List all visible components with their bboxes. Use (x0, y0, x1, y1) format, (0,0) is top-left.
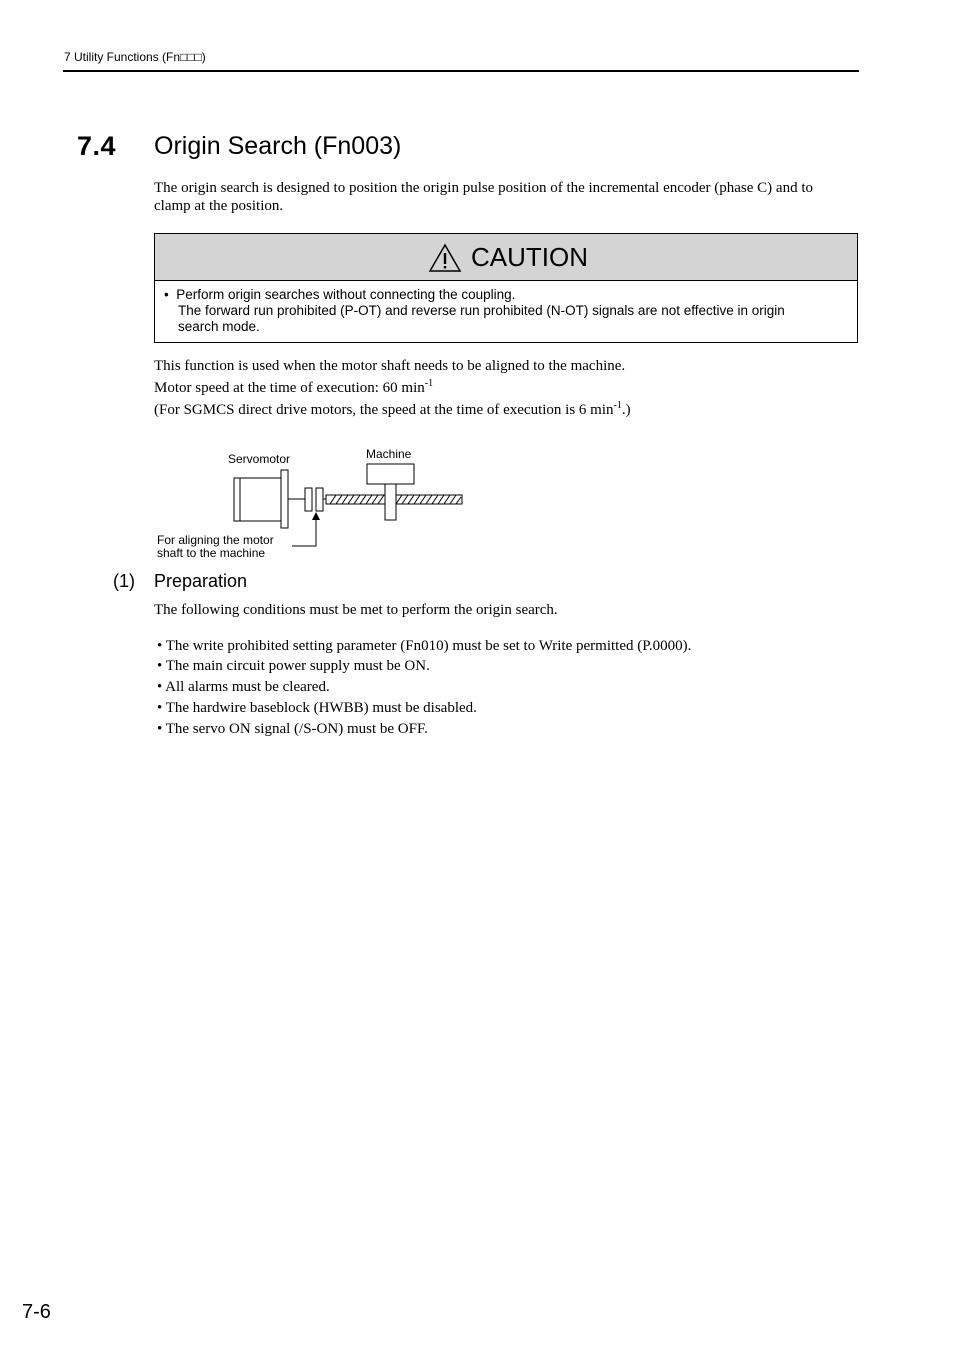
align-label-line-2: shaft to the machine (157, 546, 266, 560)
sgmcs-speed-text: (For SGMCS direct drive motors, the speed at the time of execution is 6 min (154, 402, 614, 418)
header-rule (63, 70, 859, 72)
section-number: 7.4 (77, 131, 117, 161)
intro-line-2: clamp at the position. (154, 198, 284, 214)
sgmcs-speed-exponent: -1 (613, 400, 622, 411)
function-line-3 (154, 402, 631, 419)
alignment-arrow (292, 512, 320, 546)
running-head: 7 Utility Functions (Fn□□□) (64, 50, 206, 64)
caution-bullet: • (164, 287, 169, 302)
preparation-intro: The following conditions must be met to perform the origin search. (154, 602, 558, 618)
caution-title: CAUTION (471, 242, 588, 272)
condition-item: • The main circuit power supply must be ON. (157, 658, 430, 674)
machine-drawing (367, 464, 414, 520)
coupling-drawing (305, 488, 326, 511)
motor-speed-text: Motor speed at the time of execution: 60 min (154, 380, 425, 396)
function-line-1: This function is used when the motor shaft needs to be aligned to the machine. (154, 358, 626, 374)
condition-item: • The hardwire baseblock (HWBB) must be disabled. (157, 700, 477, 716)
caution-box (154, 233, 858, 343)
section-title: Origin Search (Fn003) (154, 132, 402, 160)
align-label-line-1: For aligning the motor (157, 533, 274, 547)
sgmcs-speed-close: .) (621, 402, 631, 418)
caution-line-3: search mode. (178, 319, 260, 334)
intro-paragraph (154, 179, 859, 215)
subsection-title: Preparation (154, 571, 248, 591)
warning-triangle-icon (428, 243, 462, 278)
condition-item: • All alarms must be cleared. (157, 679, 330, 695)
intro-line-1: The origin search is designed to position the origin pulse position of the incremental encoder (phase C) and to (154, 180, 814, 196)
servomotor-label: Servomotor (228, 452, 291, 466)
subsection-number: (1) (113, 571, 135, 591)
caution-line-1: Perform origin searches without connecting the coupling. (176, 287, 516, 302)
function-line-2 (154, 380, 433, 397)
servomotor-drawing (234, 470, 306, 528)
caution-body (164, 287, 785, 335)
motor-speed-exponent: -1 (424, 378, 434, 389)
machine-label: Machine (366, 447, 412, 461)
caution-header (155, 234, 857, 281)
condition-item: • The servo ON signal (/S-ON) must be OFF. (157, 721, 428, 737)
motor-machine-diagram (150, 455, 480, 555)
page-number: 7-6 (22, 1301, 51, 1323)
caution-line-2: The forward run prohibited (P-OT) and reverse run prohibited (N-OT) signals are not effective in origin (178, 303, 785, 318)
condition-item: • The write prohibited setting parameter (Fn010) must be set to Write permitted (P.0000). (157, 638, 692, 654)
